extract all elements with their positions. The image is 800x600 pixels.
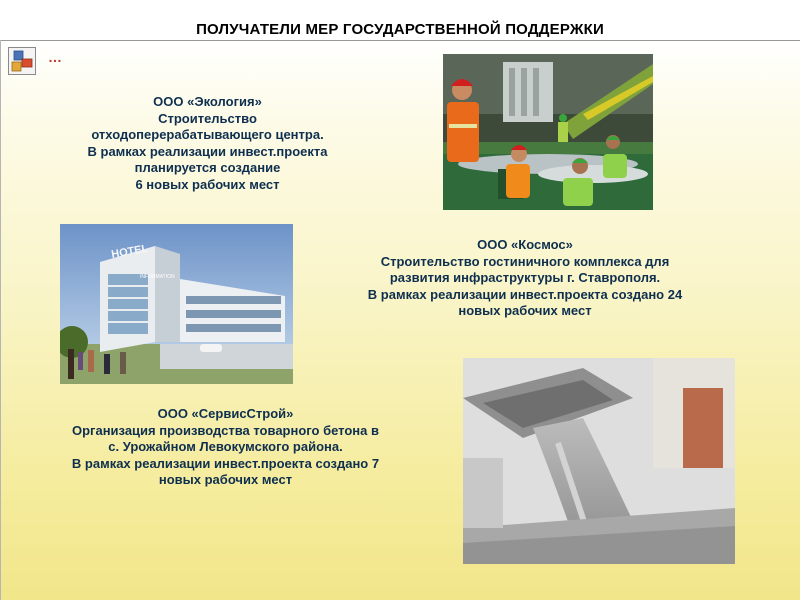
servisstroy-line: с. Урожайном Левокумского района. [108, 439, 343, 454]
information-sign-text: INFORMATION [140, 274, 175, 280]
left-divider [0, 40, 1, 600]
kosmos-line: развития инфраструктуры г. Ставрополя. [389, 270, 661, 285]
slide-title: ПОЛУЧАТЕЛИ МЕР ГОСУДАРСТВЕННОЙ ПОДДЕРЖКИ [196, 21, 604, 38]
servisstroy-line: В рамках реализации инвест.проекта создано 7 [71, 455, 380, 471]
recycling-plant-photo [443, 54, 653, 210]
ellipsis-marker: … [48, 49, 62, 65]
shapes-icon [8, 47, 36, 75]
ekologia-line: отходоперерабатывающего центра. [91, 127, 324, 142]
servisstroy-line: Организация производства товарного бетона в [72, 422, 379, 438]
kosmos-line: новых рабочих мест [458, 303, 592, 318]
servisstroy-text [28, 406, 423, 489]
kosmos-text [325, 237, 725, 320]
kosmos-line: Строительство гостиничного комплекса для [380, 253, 670, 269]
ekologia-line: Строительство [158, 110, 257, 126]
servisstroy-company: ООО «СервисСтрой» [157, 406, 294, 421]
kosmos-line: В рамках реализации инвест.проекта создано 24 [367, 286, 683, 302]
hotel-sign-text: HOTEL [110, 242, 150, 261]
ekologia-company: ООО «Экология» [153, 94, 262, 109]
concrete-pouring-photo [463, 358, 735, 564]
ekologia-line: В рамках реализации инвест.проекта [87, 143, 328, 159]
hotel-building-photo [60, 224, 293, 384]
ekologia-line: 6 новых рабочих мест [135, 176, 280, 192]
servisstroy-line: новых рабочих мест [158, 472, 293, 487]
ekologia-text [50, 94, 365, 193]
title-divider [0, 40, 800, 41]
kosmos-company: ООО «Космос» [477, 237, 573, 252]
ekologia-line: планируется создание [134, 160, 281, 175]
